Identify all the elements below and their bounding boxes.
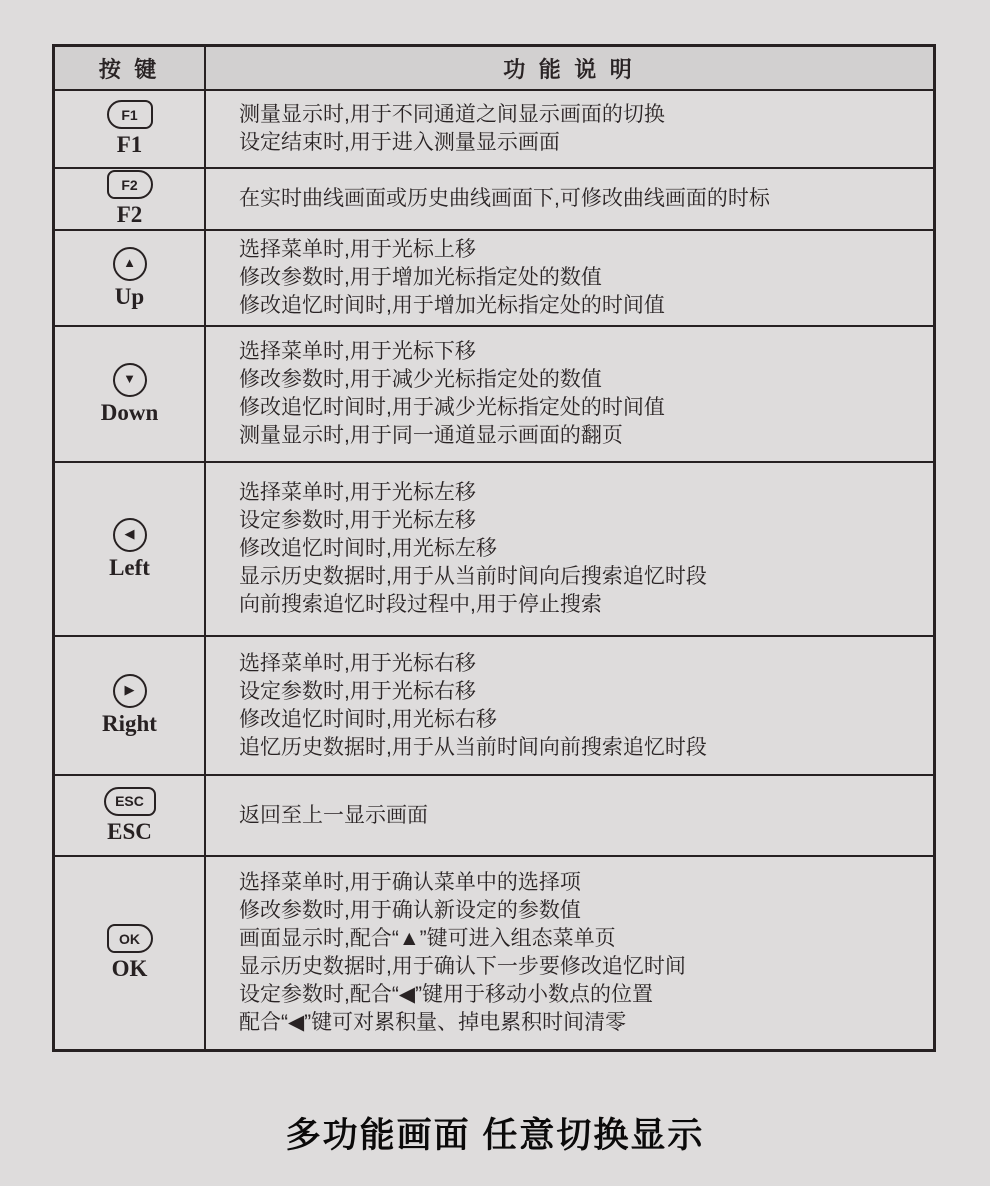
column-header-function: 功 能 说 明 <box>503 56 636 82</box>
key-label: Down <box>100 399 159 425</box>
desc-line: 追忆历史数据时,用于从当前时间向前搜索追忆时段 <box>239 735 707 759</box>
desc-line: 向前搜索追忆时段过程中,用于停止搜索 <box>239 593 602 616</box>
key-cell-f2 <box>55 169 206 229</box>
esc-key-icon <box>104 787 156 816</box>
down-arrow-key-icon <box>113 363 147 397</box>
table-row-f2 <box>55 167 933 229</box>
key-label: F2 <box>116 202 143 227</box>
desc-line: 设定参数时,用于光标左移 <box>239 509 476 532</box>
desc-line: 设定参数时,用于光标右移 <box>239 679 476 703</box>
f2-key-icon-text: F2 <box>121 176 138 193</box>
desc-cell-up <box>206 231 933 325</box>
ok-key-icon-text: OK <box>119 930 140 947</box>
desc-line: 修改参数时,用于增加光标指定处的数值 <box>239 266 602 289</box>
table-row-f1 <box>55 89 933 167</box>
table-row-right <box>55 635 933 774</box>
desc-cell-f1 <box>206 91 933 167</box>
key-cell-left <box>55 463 206 635</box>
page-title: 多功能画面 任意切换显示 <box>285 1116 705 1155</box>
desc-line: 显示历史数据时,用于确认下一步要修改追忆时间 <box>239 955 686 978</box>
desc-line: 在实时曲线画面或历史曲线画面下,可修改曲线画面的时标 <box>239 187 770 210</box>
table-row-down <box>55 325 933 461</box>
key-label: OK <box>111 956 148 981</box>
key-cell-right <box>55 637 206 774</box>
desc-line: 配合“◀”键可对累积量、掉电累积时间清零 <box>239 1011 627 1034</box>
key-function-table <box>52 44 936 1052</box>
f2-key-icon <box>107 170 153 199</box>
right-arrow-glyph: ▶ <box>124 682 135 697</box>
desc-cell-right <box>206 637 933 774</box>
key-label: Up <box>114 283 145 309</box>
desc-line: 显示历史数据时,用于从当前时间向后搜索追忆时段 <box>239 565 707 588</box>
table-row-ok <box>55 855 933 1049</box>
table-row-up <box>55 229 933 325</box>
key-cell-ok <box>55 857 206 1049</box>
ok-key-icon <box>107 924 153 953</box>
desc-cell-f2 <box>206 169 933 229</box>
esc-key-icon-text: ESC <box>115 793 144 809</box>
desc-line: 修改参数时,用于确认新设定的参数值 <box>239 899 581 922</box>
left-arrow-key-icon <box>113 518 147 552</box>
key-label: Left <box>109 554 150 580</box>
column-header-key: 按 键 <box>55 47 206 89</box>
desc-cell-ok <box>206 857 933 1049</box>
left-arrow-glyph: ◀ <box>124 525 135 541</box>
f1-key-icon-text: F1 <box>121 106 138 123</box>
up-arrow-glyph: ▲ <box>123 255 136 270</box>
key-label: ESC <box>107 818 152 844</box>
desc-line: 返回至上一显示画面 <box>239 803 428 827</box>
desc-line: 修改追忆时间时,用于增加光标指定处的时间值 <box>239 294 665 317</box>
f1-key-icon <box>107 100 153 129</box>
desc-cell-down <box>206 327 933 461</box>
desc-line: 选择菜单时,用于光标上移 <box>239 238 476 261</box>
desc-line: 修改追忆时间时,用于减少光标指定处的时间值 <box>239 396 665 419</box>
desc-line: 测量显示时,用于不同通道之间显示画面的切换 <box>239 103 665 126</box>
desc-line: 选择菜单时,用于光标下移 <box>239 340 476 363</box>
table-row-esc <box>55 774 933 855</box>
desc-line: 修改参数时,用于减少光标指定处的数值 <box>239 368 602 391</box>
desc-cell-left <box>206 463 933 635</box>
key-cell-f1 <box>55 91 206 167</box>
desc-line: 修改追忆时间时,用光标左移 <box>239 537 497 560</box>
up-arrow-key-icon <box>113 247 147 281</box>
desc-cell-esc <box>206 776 933 855</box>
key-cell-up <box>55 231 206 325</box>
desc-line: 修改追忆时间时,用光标右移 <box>239 707 497 731</box>
down-arrow-glyph: ▼ <box>123 371 136 386</box>
key-cell-esc <box>55 776 206 855</box>
table-row-left <box>55 461 933 635</box>
key-cell-down <box>55 327 206 461</box>
key-label: F1 <box>116 132 143 157</box>
desc-line: 选择菜单时,用于光标右移 <box>239 651 476 675</box>
desc-line: 设定参数时,配合“◀”键用于移动小数点的位置 <box>239 983 653 1006</box>
desc-line: 选择菜单时,用于确认菜单中的选择项 <box>239 871 581 894</box>
desc-line: 选择菜单时,用于光标左移 <box>239 481 476 504</box>
desc-line: 测量显示时,用于同一通道显示画面的翻页 <box>239 424 623 447</box>
desc-line: 画面显示时,配合“▲”键可进入组态菜单页 <box>239 927 616 950</box>
desc-line: 设定结束时,用于进入测量显示画面 <box>239 131 560 154</box>
table-header-row <box>55 47 933 89</box>
right-arrow-key-icon <box>113 674 147 708</box>
key-label: Right <box>102 711 157 736</box>
